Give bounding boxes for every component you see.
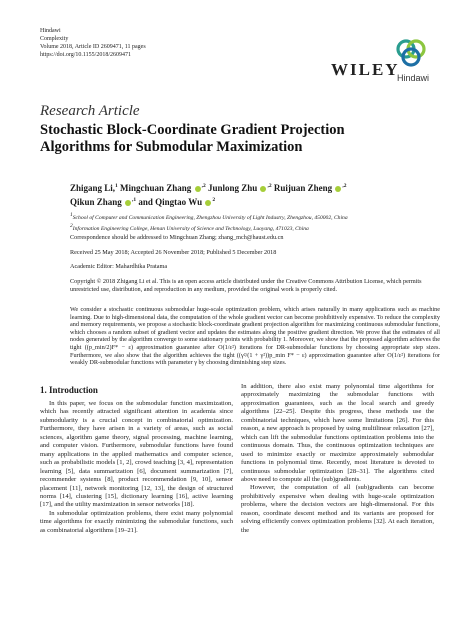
wiley-logo: WILEY — [331, 60, 400, 79]
paragraph: In addition, there also exist many polynomial time algorithms for approximately maximizing the submodular functions with approximation guarantees, such as the local search and greedy algorithms [22–25]. Despite this progress, these methods use the combinatorial techniques, which have some limitations [26]. For this reason, a new approach is proposed by using multilinear relaxation [27], which can lift the submodular functions optimization problems into the continuous domain. Thus, the continuous optimization techniques are used to minimize exactly or maximize approximately submodular functions in polynomial time. Recently, most literature is devoted to continuous submodular optimization [28–31]. The algorithms cited above need to compute all the (sub)gradients. — [241, 383, 434, 483]
author: Ruijuan Zheng $^{,2}$ — [273, 183, 347, 193]
paragraph: In this paper, we focus on the submodular function maximization, which has recently attracted significant attention in academia since submodularity is a crucial concept in combinatorial optimization. Furthermore, they have arisen in a variety of areas, such as social sciences, algorithm game theory, signal processing, machine learning, and computer vision. Furthermore, submodular functions have found many applications in the applied mathematics and computer science, such as probabilistic models [1, 2], crowd teaching [3, 4], representation learning [5], data summarization [6], document summarization [7], recommender systems [8], product recommendation [9, 10], sensor placement [11], network monitoring [12, 13], the design of structured norms [14], clustering [15], dictionary learning [16], active learning [17], and the utility maximization in sensor networks [18]. — [40, 400, 233, 509]
publisher-name: Hindawi — [40, 28, 61, 34]
orcid-icon[interactable] — [195, 186, 201, 192]
hindawi-logo-text: Hindawi — [396, 73, 429, 83]
volume-line: Volume 2018, Article ID 2609471, 11 pages — [40, 44, 146, 50]
journal-meta — [40, 27, 146, 59]
author-list — [70, 180, 410, 208]
correspondence: Correspondence should be addressed to Mingchuan Zhang; zhang_mch@haust.edu.cn — [70, 234, 284, 241]
publication-dates: Received 25 May 2018; Accepted 26 November 2018; Published 5 December 2018 — [70, 249, 277, 256]
section-heading: 1. Introduction — [40, 385, 98, 395]
author: Qikun Zhang $^{,1}$ — [70, 197, 137, 207]
affiliation: $^1$School of Computer and Communication Engineering, Zhengzhou University of Light Industry, Zhengzhou, 450002, China — [70, 212, 348, 221]
paragraph: However, the computation of all (sub)gradients can become prohibitively expensive when dealing with huge-scale optimization problems, where the decision vectors are high-dimensional. For this reason, coordinate descent method and its variants are proposed for solving efficiently convex optimization problems [32]. At each iteration, the — [241, 484, 434, 534]
paragraph: In submodular optimization problems, there exist many polynomial time algorithms for exactly minimizing the submodular functions, such as combinatorial algorithms [19–21]. — [40, 509, 233, 534]
journal-name: Complexity — [40, 36, 69, 42]
left-column — [40, 400, 233, 535]
paper-title: Stochastic Block-Coordinate Gradient Projection Algorithms for Submodular Maximization — [40, 122, 345, 155]
abstract: We consider a stochastic continuous submodular huge-scale optimization problem, which arises naturally in many applications such as machine learning. Due to high-dimensional data, the computation of the whole gradient vector can become prohibitively expensive. To reduce the complexity and memory requirements, we propose a stochastic block-coordinate gradient projection algorithm for maximizing continuous submodular functions, which chooses a random subset of gradient vector and updates the estimates along the positive gradient direction. We prove that the estimates of all nodes generated by the algorithm converge to some stationary points with probability 1. Moreover, we show that the proposed algorithm achieves the tight ((p_min/2)F* − ε) approximation guarantee after O(1/ε²) iterations for DR-submodular functions by choosing appropriate step sizes. Furthermore, we also show that the algorithm achieves the tight ((γ²/(1 + γ²))p_min F* − ε) approximation guarantee after O(1/ε²) iterations for weakly DR-submodular functions with parameter γ by choosing diminishing step sizes. — [70, 306, 440, 367]
author: Junlong Zhu $^{,2}$ — [207, 183, 272, 193]
academic-editor: Academic Editor: Mahardhika Pratama — [70, 263, 168, 270]
affiliations — [70, 211, 430, 233]
article-type: Research Article — [40, 103, 140, 119]
affiliation: $^2$Information Engineering College, Henan University of Science and Technology, Luoyang, 471023, China — [70, 222, 309, 232]
author: Zhigang Li,$^1$ — [70, 183, 118, 193]
orcid-icon[interactable] — [260, 186, 266, 192]
right-column — [241, 383, 434, 535]
author: and Qingtao Wu $^2$ — [138, 197, 216, 207]
orcid-icon[interactable] — [335, 186, 341, 192]
author: Mingchuan Zhang $^{,2}$ — [120, 183, 206, 193]
hindawi-logo-icon — [393, 35, 429, 71]
doi-link[interactable]: https://doi.org/10.1155/2018/2609471 — [40, 52, 132, 58]
orcid-icon[interactable] — [125, 200, 131, 206]
copyright-notice: Copyright © 2018 Zhigang Li et al. This is an open access article distributed under the Creative Commons Attribution License, which permits unrestricted use, distribution, and reproduction in any medium, provided the original work is properly cited. — [70, 278, 422, 293]
orcid-icon[interactable] — [205, 200, 211, 206]
